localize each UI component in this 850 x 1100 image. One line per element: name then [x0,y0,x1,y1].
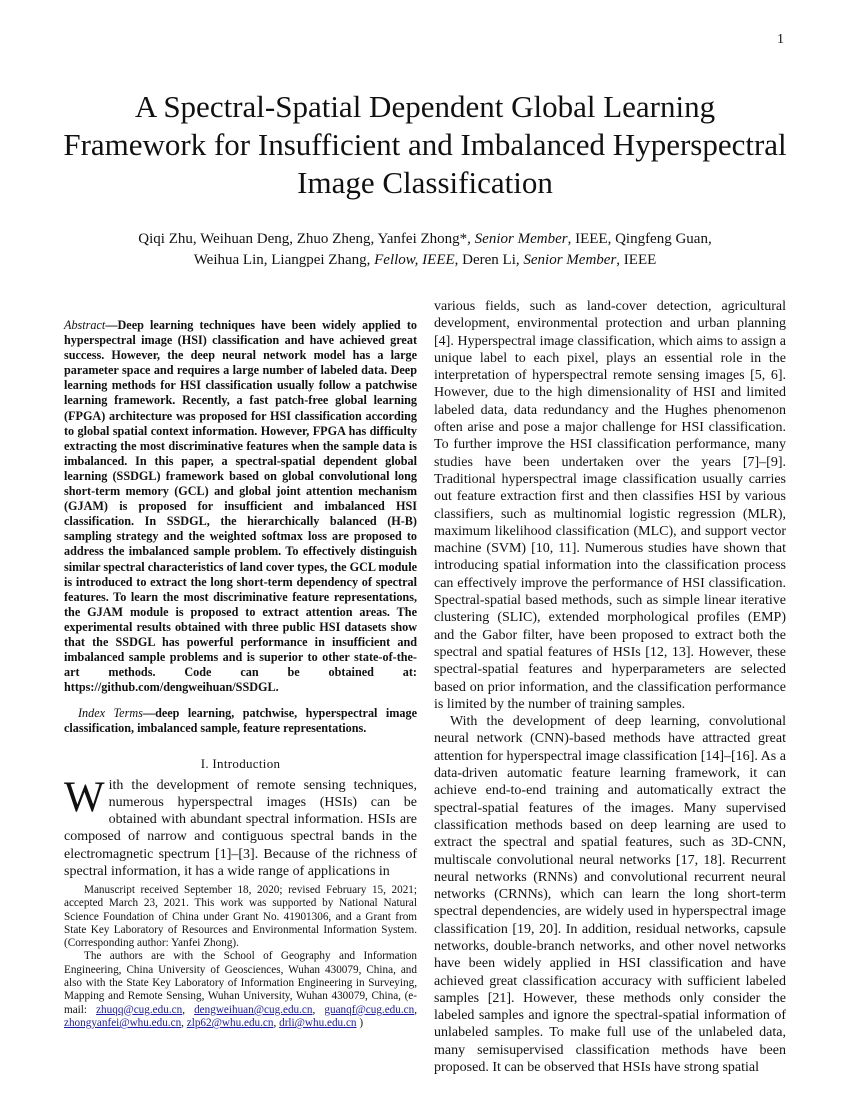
intro-paragraph [64,773,417,881]
email-link[interactable]: zhuqq@cug.edu.cn [96,1003,183,1016]
email-link[interactable]: dengweihuan@cug.edu.cn [194,1003,313,1016]
abstract-text: —Deep learning techniques have been widely applied to hyperspectral image (HSI) classification and have achieved great success. However, the deep neural network model has a large parameter space and requires a large number of labeled data. Deep learning methods for HSI classification usually follow a patchwise learning framework. Recently, a fast patch-free global learning (FPGA) architecture was proposed for HSI classification according to global spatial context information. However, FPGA has difficulty extracting the most discriminative features when the sample data is imbalanced. In this paper, a spectral-spatial dependent global learning (SSDGL) framework based on global convolutional long short-term memory (GCL) and global joint attention mechanism (GJAM) is proposed for insufficient and imbalanced HSI classification. In SSDGL, the hierarchically balanced (H-B) sampling strategy and the weighted softmax loss are proposed to address the imbalanced sample problem. To effectively distinguish similar spectral characteristics of land cover types, the GCL module is introduced to extract the long short-term dependency of spectral features. To learn the most discriminative feature representations, the GJAM module is proposed to extract attention areas. The experimental results obtained with three public HSI datasets show that the SSDGL has powerful performance in insufficient and imbalanced sample problems and is superior to other state-of-the-art methods. Code can be obtained at: https://github.com/dengweihuan/SSDGL. [64,318,417,695]
authors-line2-mid: , Deren Li, [454,252,524,268]
footnote-affiliation: The authors are with the School of Geography and Information Engineering, China University of Geosciences, Wuhan 430079, China, and also with the State Key Laboratory of Information Engineering in Surveying, Mapping and Remote Sensing, Wuhan University, Wuhan 430079, China, (e-mail: zhuqq@cug.edu.cn, dengweihuan@cug.edu.cn, guanqf@cug.edu.cn, zhongyanfei@whu.edu.cn, zlp62@whu.edu.cn, drli@whu.edu.cn ) [64,950,418,1029]
author-list [60,229,790,271]
footnote-manuscript: Manuscript received September 18, 2020; revised February 15, 2021; accepted March 23, 2021. This work was supported by National Natural Science Foundation of China under Grant No. 41901306, and a Grant from State Key Laboratory of Resources and Environmental Information System. (Corresponding author: Yanfei Zhong). [64,884,417,950]
footnote-end: ) [356,1016,364,1029]
index-terms-label: Index Terms [78,706,143,721]
drop-cap: W [64,773,105,821]
email-link[interactable]: zhongyanfei@whu.edu.cn [64,1016,182,1029]
email-link[interactable]: zlp62@whu.edu.cn [186,1016,274,1029]
authors-line2: Weihua Lin, Liangpei Zhang, [193,252,375,268]
email-link[interactable]: drli@whu.edu.cn [279,1016,357,1029]
email-link[interactable]: guanqf@cug.edu.cn [324,1003,415,1016]
abstract [64,318,417,695]
authors-line1-tail: , Qingfeng Guan, [607,231,712,247]
section-heading: I. Introduction [200,755,281,771]
author-role: Senior Member [523,252,617,268]
author-role: Senior Member [474,231,568,247]
paper-title: A Spectral-Spatial Dependent Global Learning Framework for Insufficient and Imbalanced Hyperspectral Image Classification [63,89,787,200]
abstract-label: Abstract [64,318,106,332]
body-paragraph: With the development of deep learning, convolutional neural network (CNN)-based methods have attracted great attention for hyperspectral image classification [14]–[16]. As a data-driven automatic feature learning framework, it can achieve end-to-end training and automatically extract the spectral-spatial features of the images. Many supervised classification methods based on deep learning are used to extract the spectral and spatial features, such as 3D-CNN, multiscale convolutional neural networks [17, 18]. Recurrent neural networks (RNNs) and convolutional recurrent neural networks (CRNNs), which can learn the long short-term spectral dependencies, are widely used in hyperspectral image classification [19, 20]. In addition, residual networks, capsule networks, double-branch networks, and other novel networks have been widely applied in HSI classification and have achieved great classification accuracy with sufficient labeled samples [21]. However, these methods only consider the labeled samples and ignore the spectral-spatial information of unlabeled samples. To make full use of the unlabeled data, many semisupervised classification methods have been proposed. It can be observed that HSIs have strong spatial [434,714,786,1076]
footnote-affiliation-text: The authors are with the School of Geography and Information Engineering, China University of Geosciences, Wuhan 430079, China, and also with the State Key Laboratory of Information Engineering in Surveying, Mapping and Remote Sensing, Wuhan University, Wuhan 430079, China, (e-mail: [64,950,417,1016]
index-terms-text: —deep learning, patchwise, hyperspectral image classification, imbalanced sample, feature representations. [64,706,418,736]
author-affil: , IEEE [616,252,657,268]
intro-text: ith the development of remote sensing techniques, numerous hyperspectral images (HSIs) can be obtained with abundant spectral information. HSIs are composed of narrow and contiguous spectral bands in the electromagnetic spectrum [1]–[3]. Because of the richness of spectral information, it has a wide range of applications in [64,777,417,880]
page-number: 1 [777,32,784,47]
author-role: Fellow, IEEE [374,252,455,268]
author-affil: , IEEE [567,231,608,247]
left-column [64,318,417,880]
right-column [434,298,786,1076]
index-terms [64,706,417,736]
body-paragraph: various fields, such as land-cover detection, agricultural development, environmental protection and urban planning [4]. Hyperspectral image classification, which aims to assign a unique label to each pixel, plays an essential role in the interpretation of hyperspectral remote sensing images [5, 6]. However, due to the high dimensionality of HSI and limited labeled data, data redundancy and the Hughes phenomenon often arise and pose a major challenge for HSI classification. To further improve the HSI classification performance, many studies have been undertaken over the years [7]–[9]. Traditional hyperspectral image classification usually carries out feature extraction first and then classifies HSI by various classifiers, such as multinomial logistic regression (MLR), maximum likelihood classification (MLC), and support vector machine (SVM) [10, 11]. Numerous studies have shown that introducing spatial information into the classification process can effectively improve the performance of HSI classification. Spectral-spatial based methods, such as simple linear iterative clustering (SLIC), extended morphological profiles (EMP) and the Gabor filter, have been proposed to extract both the spectral and spatial features of HSIs [12, 13]. However, these spectral-spatial features and hyperparameters are selected based on prior information, and the classification performance is limited by the number of training samples. [434,299,786,712]
footnote [64,884,417,1030]
authors-line1: Qiqi Zhu, Weihuan Deng, Zhuo Zheng, Yanfei Zhong*, [138,231,475,247]
